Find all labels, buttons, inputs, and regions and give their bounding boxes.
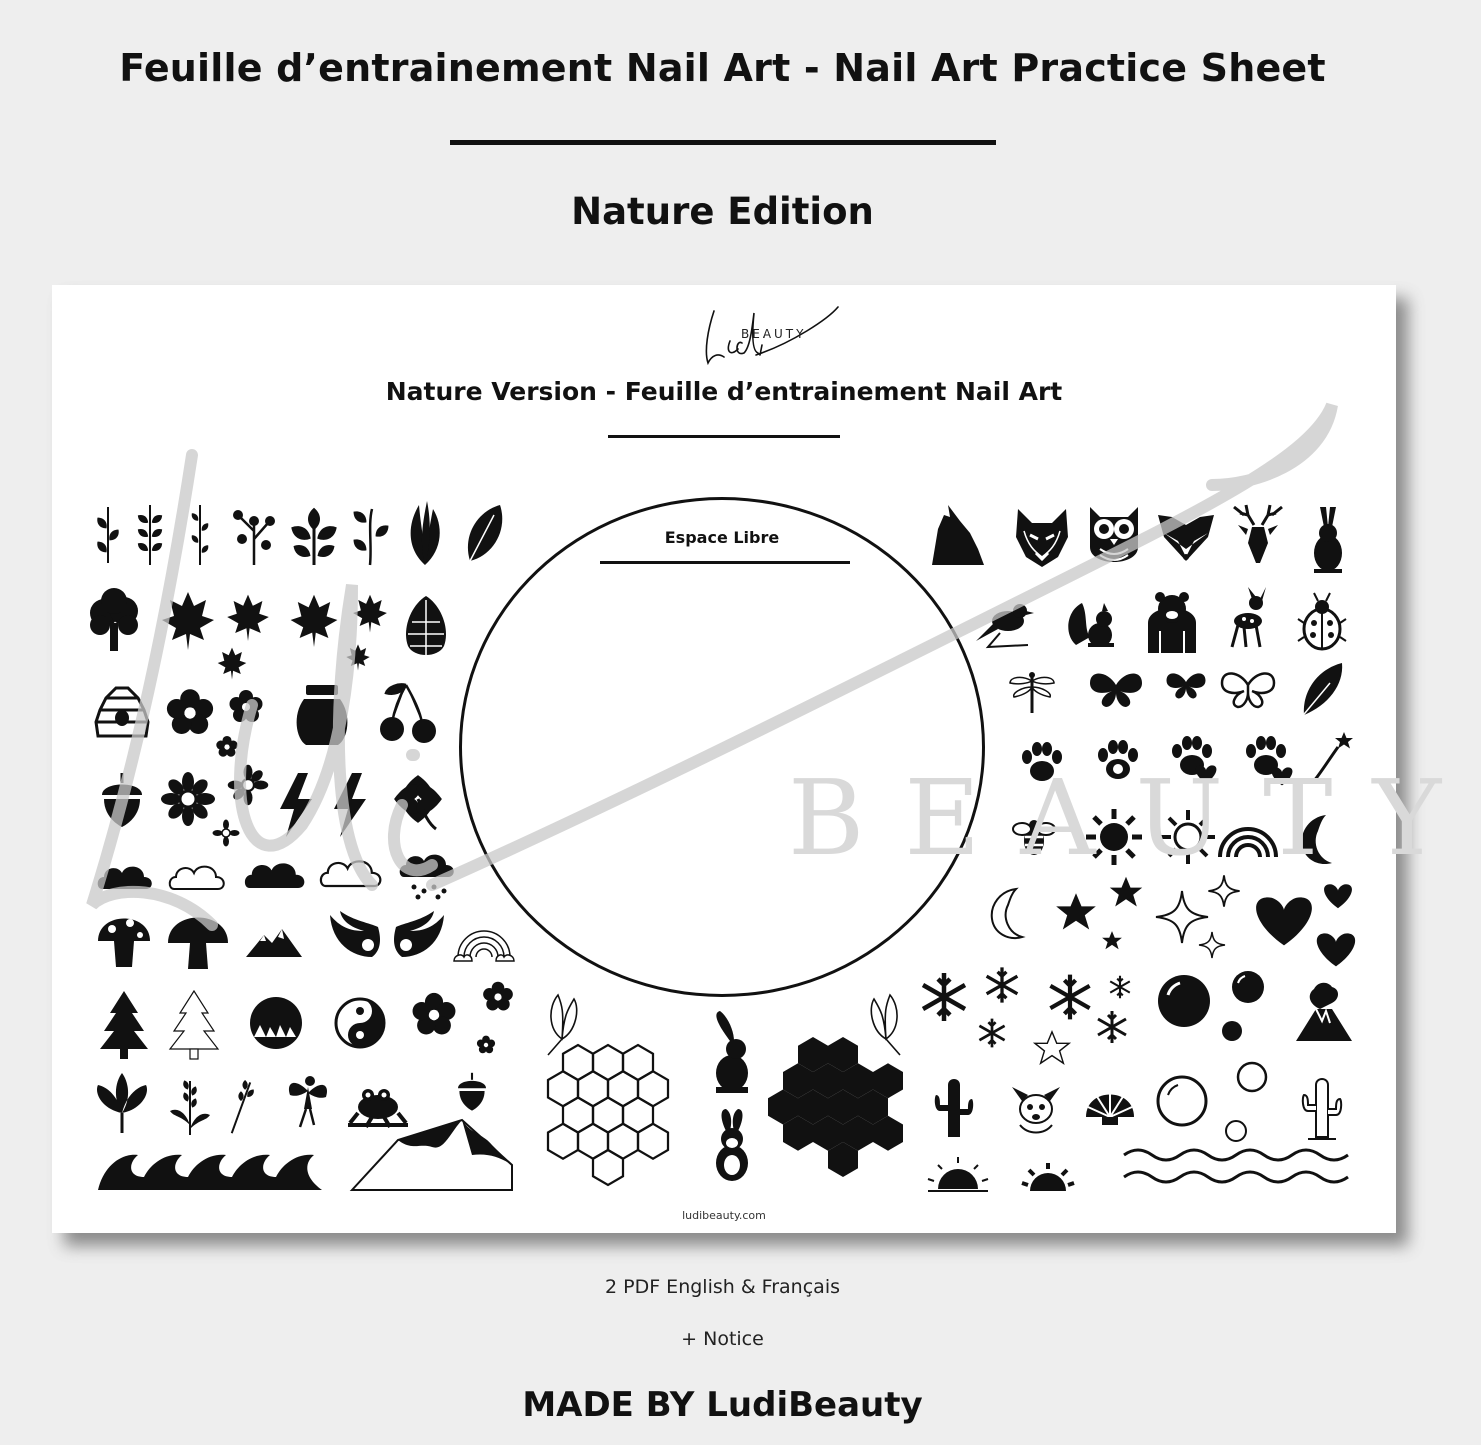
feather-icon: [1300, 663, 1342, 719]
rain-cloud-icon: [400, 855, 454, 900]
maple-leaf-icon: [353, 595, 387, 633]
practice-sheet: [52, 285, 1481, 1233]
snowflake-icon: [979, 1019, 1004, 1048]
leaf-stem-icon: [288, 508, 339, 565]
fern-icon: [136, 505, 164, 565]
snowflake-icon: [923, 973, 965, 1021]
daisy-icon: [161, 772, 215, 826]
flower-icon: [167, 689, 213, 734]
daisy-icon: [213, 820, 240, 847]
sparkle-icon: [1156, 891, 1208, 943]
flower-icon: [477, 1036, 495, 1054]
yin-yang-icon: [336, 999, 384, 1047]
flower-icon: [230, 690, 263, 722]
flower-icon: [413, 993, 456, 1035]
bear-icon: [1148, 592, 1196, 653]
clover-icon: [394, 775, 442, 829]
wings-icon: [330, 911, 380, 957]
owl-icon: [1090, 507, 1138, 562]
fawn-icon: [1012, 1087, 1060, 1133]
sunset-icon: [928, 1157, 988, 1191]
honeycomb-icon: [768, 1037, 903, 1177]
flower-icon: [483, 982, 513, 1011]
flower-icon: [216, 736, 237, 757]
bird-icon: [976, 604, 1034, 647]
honey-jar-icon: [297, 685, 348, 745]
rabbit-icon: [716, 1011, 748, 1093]
acorn-icon: [458, 1073, 486, 1111]
frog-icon: [348, 1089, 408, 1127]
rainbow-icon: [454, 931, 514, 961]
squirrel-icon: [1068, 603, 1114, 647]
shell-icon: [1086, 1091, 1134, 1125]
rabbit-icon: [1314, 507, 1342, 573]
waves-icon: [1124, 1150, 1348, 1182]
bubble-icon: [1238, 1063, 1266, 1091]
mushroom-icon: [168, 918, 228, 970]
header-divider: [450, 140, 996, 145]
maple-leaf-icon: [162, 592, 214, 650]
sheet-url: ludibeauty.com: [682, 1209, 766, 1222]
pine-tree-icon: [170, 991, 218, 1059]
cactus-icon: [1303, 1079, 1341, 1139]
wolf-icon: [1016, 509, 1068, 567]
fox-icon: [1158, 515, 1214, 561]
heart-icon: [1256, 897, 1312, 945]
acorn-icon: [102, 773, 142, 827]
free-space-label: Espace Libre: [664, 528, 780, 547]
pine-tree-icon: [100, 991, 148, 1059]
sunset-icon: [1022, 1163, 1074, 1191]
tulip-outline-icon: [871, 995, 900, 1055]
fairy-icon: [289, 1076, 327, 1127]
moon-icon: [992, 889, 1022, 938]
sparkle-icon: [1208, 875, 1239, 906]
cherries-icon: [380, 684, 436, 743]
butterfly-icon: [1222, 673, 1274, 707]
star-icon: [1056, 893, 1096, 929]
waves-icon: [98, 1155, 322, 1190]
wings-icon: [394, 911, 444, 957]
ladybug-icon: [1298, 593, 1346, 649]
notice-note: + Notice: [681, 1328, 764, 1350]
snowflake-icon: [987, 967, 1018, 1002]
cloud-icon: [245, 863, 304, 888]
cloud-icon: [170, 867, 224, 889]
header-title: Feuille d’entrainement Nail Art - Nail Art Practice Sheet: [119, 46, 1326, 90]
rabbit-icon: [716, 1109, 748, 1181]
logo-word: BEAUTY: [741, 327, 807, 341]
bubble-icon: [1222, 1021, 1242, 1041]
volcano-icon: [1296, 983, 1352, 1041]
bubble-icon: [1226, 1121, 1246, 1141]
pine-cone-icon: [406, 596, 446, 656]
star-icon: [1102, 931, 1122, 949]
maple-leaf-icon: [291, 595, 338, 647]
single-leaf-icon: [468, 505, 502, 561]
star-icon: [1035, 1032, 1069, 1063]
bubble-icon: [1158, 975, 1210, 1027]
lightning-icon: [280, 773, 312, 837]
daisy-icon: [228, 765, 269, 806]
dunes-icon: [352, 1120, 512, 1190]
butterfly-icon: [1167, 673, 1206, 698]
leaf-sprig-2-icon: [351, 508, 392, 565]
cloud-icon: [98, 867, 152, 889]
night-forest-icon: [250, 997, 302, 1049]
wheat-icon: [224, 1078, 258, 1136]
cloud-icon: [321, 861, 380, 886]
snowflake-icon: [1050, 975, 1089, 1020]
tulip-leaf-icon: [411, 501, 440, 565]
bubble-icon: [1232, 971, 1264, 1003]
snowflake-icon: [1110, 976, 1130, 998]
dragonfly-icon: [1010, 672, 1054, 713]
beehive-icon: [96, 688, 148, 736]
butterfly-icon: [1090, 673, 1142, 707]
header-subtitle: Nature Edition: [571, 190, 874, 233]
tree-icon: [90, 588, 138, 651]
cactus-icon: [935, 1079, 973, 1137]
tulip-outline-icon: [548, 995, 577, 1055]
bubble-icon: [1158, 1077, 1206, 1125]
fawn-icon: [1232, 587, 1266, 647]
leaf-sprig-icon: [95, 507, 122, 563]
deer-icon: [1234, 505, 1282, 563]
leaf-branch-icon: [190, 505, 210, 565]
lotus-icon: [97, 1073, 147, 1133]
watermark-word: BEAUTY: [788, 757, 1481, 879]
wheat-icon: [170, 1079, 210, 1135]
star-icon: [1110, 877, 1142, 907]
heart-icon: [1324, 884, 1352, 908]
berry-branch-icon: [233, 510, 275, 565]
maple-leaf-icon: [227, 595, 269, 641]
mushroom-icon: [98, 919, 150, 968]
made-by: MADE BY LudiBeauty: [522, 1385, 923, 1425]
lightning-icon: [334, 773, 366, 837]
formats-note: 2 PDF English & Français: [605, 1276, 840, 1298]
sparkle-icon: [1199, 932, 1225, 958]
wolf-howl-icon: [932, 505, 984, 565]
mountains-icon: [246, 929, 302, 957]
maple-leaf-icon: [346, 644, 369, 670]
sheet-title: Nature Version - Feuille d’entrainement Nail Art: [385, 377, 1063, 406]
honeycomb-icon: [548, 1045, 668, 1185]
snowflake-icon: [1098, 1011, 1126, 1043]
heart-icon: [1317, 933, 1355, 966]
maple-leaf-icon: [218, 648, 247, 680]
